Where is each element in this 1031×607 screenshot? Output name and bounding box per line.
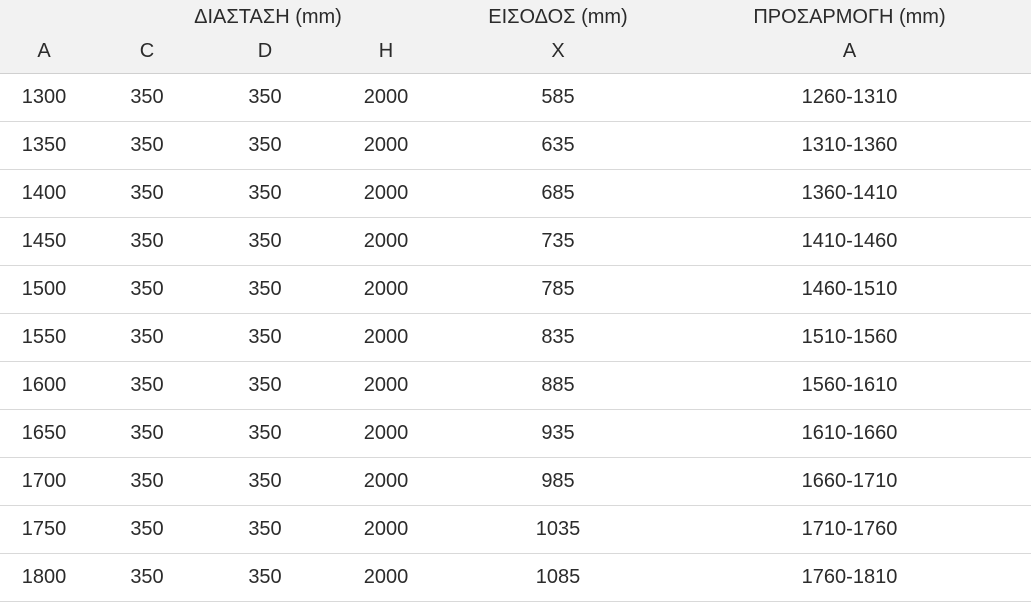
cell-h: 2000 bbox=[324, 74, 448, 122]
table-row bbox=[0, 506, 1031, 554]
cell-a: 1350 bbox=[0, 122, 88, 170]
group-header-adjustment: ΠΡΟΣΑΡΜΟΓΗ (mm) bbox=[668, 0, 1031, 36]
column-header-d: D bbox=[206, 36, 324, 74]
cell-a: 1750 bbox=[0, 506, 88, 554]
table-row bbox=[0, 314, 1031, 362]
table-row bbox=[0, 74, 1031, 122]
cell-x: 1085 bbox=[448, 554, 668, 602]
cell-d: 350 bbox=[206, 554, 324, 602]
cell-adjustment: 1660-1710 bbox=[668, 458, 1031, 506]
cell-a: 1550 bbox=[0, 314, 88, 362]
cell-x: 935 bbox=[448, 410, 668, 458]
table-row bbox=[0, 266, 1031, 314]
cell-x: 885 bbox=[448, 362, 668, 410]
table-row bbox=[0, 218, 1031, 266]
cell-h: 2000 bbox=[324, 122, 448, 170]
cell-d: 350 bbox=[206, 266, 324, 314]
cell-adjustment: 1560-1610 bbox=[668, 362, 1031, 410]
table-group-header-row bbox=[0, 0, 1031, 36]
cell-adjustment: 1710-1760 bbox=[668, 506, 1031, 554]
column-header-x: X bbox=[448, 36, 668, 74]
cell-d: 350 bbox=[206, 122, 324, 170]
cell-c: 350 bbox=[88, 410, 206, 458]
table-row bbox=[0, 554, 1031, 602]
table-row bbox=[0, 170, 1031, 218]
cell-d: 350 bbox=[206, 458, 324, 506]
cell-x: 585 bbox=[448, 74, 668, 122]
cell-d: 350 bbox=[206, 410, 324, 458]
cell-d: 350 bbox=[206, 170, 324, 218]
cell-h: 2000 bbox=[324, 170, 448, 218]
column-header-adjustment-a: A bbox=[668, 36, 1031, 74]
cell-adjustment: 1260-1310 bbox=[668, 74, 1031, 122]
cell-c: 350 bbox=[88, 266, 206, 314]
cell-x: 785 bbox=[448, 266, 668, 314]
cell-c: 350 bbox=[88, 218, 206, 266]
cell-a: 1800 bbox=[0, 554, 88, 602]
cell-h: 2000 bbox=[324, 362, 448, 410]
cell-adjustment: 1760-1810 bbox=[668, 554, 1031, 602]
cell-a: 1600 bbox=[0, 362, 88, 410]
cell-x: 735 bbox=[448, 218, 668, 266]
cell-adjustment: 1510-1560 bbox=[668, 314, 1031, 362]
cell-x: 1035 bbox=[448, 506, 668, 554]
cell-x: 985 bbox=[448, 458, 668, 506]
cell-h: 2000 bbox=[324, 554, 448, 602]
cell-a: 1400 bbox=[0, 170, 88, 218]
table-column-header-row bbox=[0, 36, 1031, 74]
cell-x: 635 bbox=[448, 122, 668, 170]
cell-adjustment: 1460-1510 bbox=[668, 266, 1031, 314]
table-row bbox=[0, 122, 1031, 170]
column-header-h: H bbox=[324, 36, 448, 74]
cell-c: 350 bbox=[88, 458, 206, 506]
column-header-a: A bbox=[0, 36, 88, 74]
cell-c: 350 bbox=[88, 74, 206, 122]
cell-adjustment: 1610-1660 bbox=[668, 410, 1031, 458]
cell-a: 1450 bbox=[0, 218, 88, 266]
group-header-entry: ΕΙΣΟΔΟΣ (mm) bbox=[448, 0, 668, 36]
cell-c: 350 bbox=[88, 314, 206, 362]
cell-c: 350 bbox=[88, 362, 206, 410]
table-body bbox=[0, 74, 1031, 602]
cell-adjustment: 1410-1460 bbox=[668, 218, 1031, 266]
cell-adjustment: 1360-1410 bbox=[668, 170, 1031, 218]
cell-d: 350 bbox=[206, 314, 324, 362]
cell-c: 350 bbox=[88, 506, 206, 554]
cell-a: 1700 bbox=[0, 458, 88, 506]
cell-c: 350 bbox=[88, 554, 206, 602]
cell-a: 1300 bbox=[0, 74, 88, 122]
group-header-blank bbox=[0, 0, 88, 36]
table-row bbox=[0, 458, 1031, 506]
cell-x: 685 bbox=[448, 170, 668, 218]
cell-a: 1500 bbox=[0, 266, 88, 314]
table-row bbox=[0, 410, 1031, 458]
cell-d: 350 bbox=[206, 218, 324, 266]
cell-a: 1650 bbox=[0, 410, 88, 458]
cell-h: 2000 bbox=[324, 506, 448, 554]
cell-h: 2000 bbox=[324, 410, 448, 458]
table-row bbox=[0, 362, 1031, 410]
cell-h: 2000 bbox=[324, 218, 448, 266]
cell-c: 350 bbox=[88, 122, 206, 170]
table-header bbox=[0, 0, 1031, 74]
cell-h: 2000 bbox=[324, 458, 448, 506]
cell-d: 350 bbox=[206, 74, 324, 122]
cell-x: 835 bbox=[448, 314, 668, 362]
cell-h: 2000 bbox=[324, 314, 448, 362]
column-header-c: C bbox=[88, 36, 206, 74]
cell-d: 350 bbox=[206, 506, 324, 554]
cell-adjustment: 1310-1360 bbox=[668, 122, 1031, 170]
group-header-dimension: ΔΙΑΣΤΑΣΗ (mm) bbox=[88, 0, 448, 36]
cell-h: 2000 bbox=[324, 266, 448, 314]
cell-c: 350 bbox=[88, 170, 206, 218]
cell-d: 350 bbox=[206, 362, 324, 410]
